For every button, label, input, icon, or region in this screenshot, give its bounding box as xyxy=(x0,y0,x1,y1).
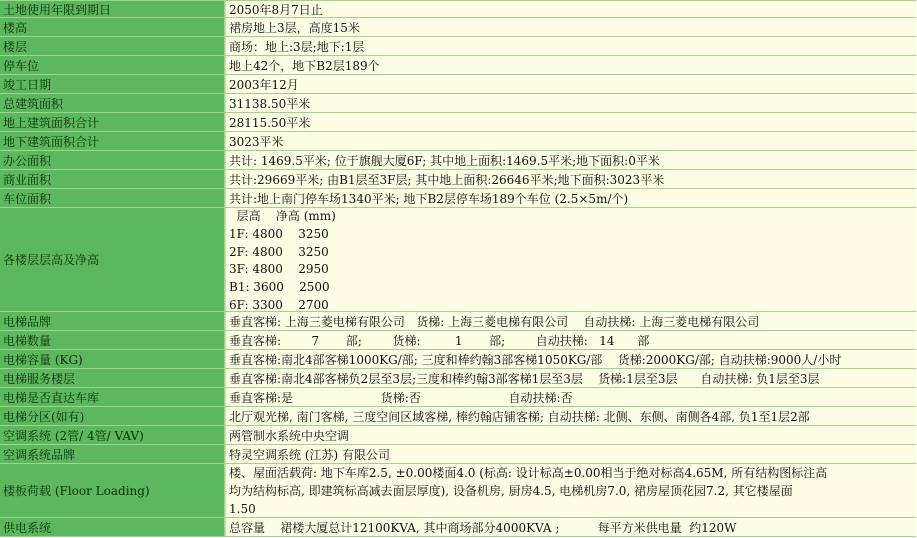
row-value: 特灵空调系统 (江苏) 有限公司 xyxy=(225,445,916,463)
row-label: 空调系统 (2管/ 4管/ VAV) xyxy=(0,426,225,444)
table-row xyxy=(0,349,916,368)
table-row xyxy=(0,150,916,169)
row-label: 土地使用年限到期日 xyxy=(0,1,225,17)
table-row xyxy=(0,55,916,74)
row-value: 裙房地上3层，高度15米 xyxy=(225,18,916,36)
floor-height-line: 3F: 4800 2950 xyxy=(229,262,329,277)
row-label: 各楼层层高及净高 xyxy=(0,208,225,311)
row-value: 地上42个，地下B2层189个 xyxy=(225,56,916,74)
row-value: 共计:29669平米; 由B1层至3F层; 其中地上面积:26646平米;地下面积:3023平米 xyxy=(225,170,916,188)
table-row xyxy=(0,444,916,463)
row-value: 总容量 裙楼大厦总计12100KVA, 其中商场部分4000KVA ; 每平方米供电量 约120W xyxy=(225,518,916,536)
table-row xyxy=(0,207,916,311)
table-row xyxy=(0,93,916,112)
row-value: 垂直客梯:南北4部客梯负2层至3层;三度和棒约翰3部客梯1层至3层 货梯:1层至3层 自动扶梯: 负1层至3层 xyxy=(225,369,916,387)
row-value: 垂直客梯:是 货梯:否 自动扶梯:否 xyxy=(225,388,916,406)
floor-loading-line: 1.50 xyxy=(229,501,256,516)
table-row xyxy=(0,463,916,517)
floor-loading-line: 楼、屋面活载荷: 地下车库2.5, ±0.00楼面4.0 (标高: 设计标高±0.00相当于绝对标高4.65M, 所有结构图标注高 xyxy=(229,465,828,480)
row-value: 两管制水系统中央空调 xyxy=(225,426,916,444)
row-value: 商场：地上:3层;地下:1层 xyxy=(225,37,916,55)
table-row xyxy=(0,17,916,36)
row-value: 28115.50平米 xyxy=(225,113,916,131)
table-row xyxy=(0,517,916,537)
row-label: 办公面积 xyxy=(0,151,225,169)
row-label: 竣工日期 xyxy=(0,75,225,93)
row-label: 总建筑面积 xyxy=(0,94,225,112)
table-row xyxy=(0,74,916,93)
floor-height-line: 1F: 4800 3250 xyxy=(229,226,329,241)
row-label: 商业面积 xyxy=(0,170,225,188)
table-row xyxy=(0,311,916,330)
table-row xyxy=(0,368,916,387)
table-row xyxy=(0,387,916,406)
row-value: 3023平米 xyxy=(225,132,916,150)
table-row xyxy=(0,169,916,188)
row-label: 楼高 xyxy=(0,18,225,36)
row-label: 空调系统品牌 xyxy=(0,445,225,463)
row-label: 电梯品牌 xyxy=(0,312,225,330)
row-value: 共计: 1469.5平米; 位于旗舰大厦6F; 其中地上面积:1469.5平米;地下面积:0平米 xyxy=(225,151,916,169)
floor-height-line: 2F: 4800 3250 xyxy=(229,244,329,259)
floor-loading-line: 均为结构标高, 即建筑标高减去面层厚度), 设备机房, 厨房4.5, 电梯机房7.0, 裙房屋顶花园7.2, 其它楼屋面 xyxy=(229,483,793,498)
row-label: 停车位 xyxy=(0,56,225,74)
table-row xyxy=(0,131,916,150)
floor-height-line: 6F: 3300 2700 xyxy=(229,297,329,311)
floor-loading-text xyxy=(225,464,916,517)
table-row xyxy=(0,36,916,55)
table-row xyxy=(0,112,916,131)
row-value: 31138.50平米 xyxy=(225,94,916,112)
row-label: 电梯容量 (KG) xyxy=(0,350,225,368)
row-label: 地下建筑面积合计 xyxy=(0,132,225,150)
floor-height-line: B1: 3600 2500 xyxy=(229,280,330,295)
table-row xyxy=(0,330,916,349)
row-label: 供电系统 xyxy=(0,518,225,536)
row-label: 车位面积 xyxy=(0,189,225,207)
row-value: 垂直客梯:南北4部客梯1000KG/部; 三度和棒约翰3部客梯1050KG/部 货梯:2000KG/部; 自动扶梯:9000人/小时 xyxy=(225,350,916,368)
row-value: 垂直客梯: 7 部; 货梯: 1 部; 自动扶梯: 14 部 xyxy=(225,331,916,349)
table-row xyxy=(0,406,916,425)
row-label: 楼板荷载 (Floor Loading) xyxy=(0,464,225,517)
row-value: 2003年12月 xyxy=(225,75,916,93)
row-label: 电梯分区(如有) xyxy=(0,407,225,425)
row-value: 共计:地上南门停车场1340平米; 地下B2层停车场189个车位 (2.5×5m/个) xyxy=(225,189,916,207)
row-label: 楼层 xyxy=(0,37,225,55)
table-row xyxy=(0,425,916,444)
row-label: 电梯服务楼层 xyxy=(0,369,225,387)
table-row xyxy=(0,188,916,207)
row-value: 垂直客梯: 上海三菱电梯有限公司 货梯: 上海三菱电梯有限公司 自动扶梯: 上海三菱电梯有限公司 xyxy=(225,312,916,330)
table-row xyxy=(0,0,916,17)
row-label: 电梯数量 xyxy=(0,331,225,349)
floor-height-list xyxy=(225,208,916,311)
row-label: 电梯是否直达车库 xyxy=(0,388,225,406)
floor-height-header: 层高 净高 (mm) xyxy=(229,209,336,223)
row-label: 地上建筑面积合计 xyxy=(0,113,225,131)
row-value: 2050年8月7日止 xyxy=(225,1,916,17)
row-value: 北厅观光梯, 南门客梯, 三度空间区域客梯, 棒约翰店铺客梯; 自动扶梯: 北侧、东侧、南侧各4部, 负1至1层2部 xyxy=(225,407,916,425)
